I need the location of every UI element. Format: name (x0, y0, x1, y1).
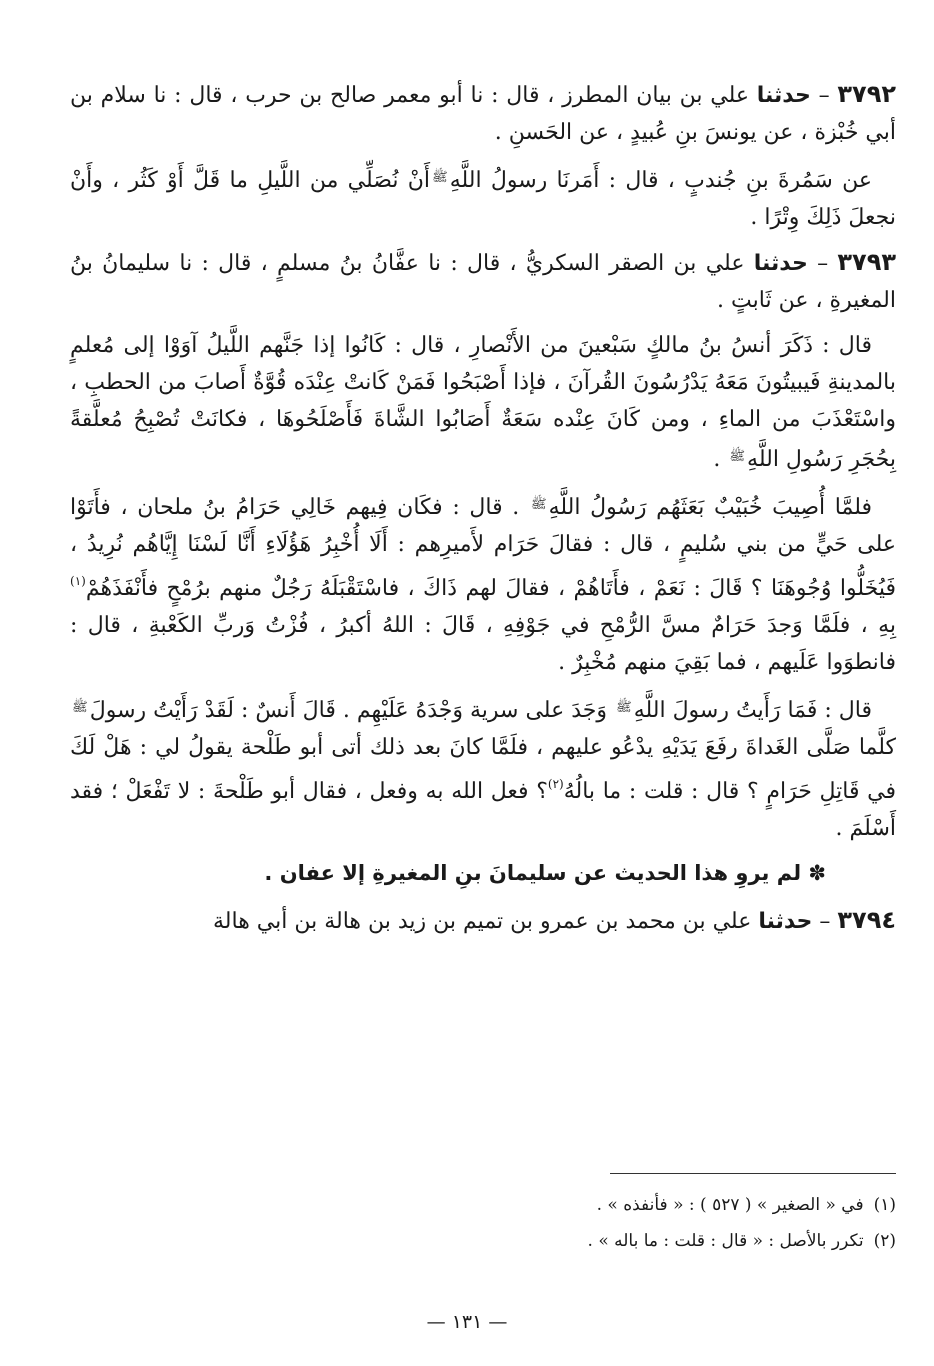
footnote-2 (70, 1223, 896, 1259)
sallallah-glyph: ﷺ (530, 497, 547, 512)
matn-text-end: . (713, 447, 728, 472)
hadith-3792-matn (70, 159, 896, 236)
footnote-divider (610, 1173, 896, 1174)
hadith-3793-matn-1 (70, 327, 896, 478)
footnotes (70, 1187, 896, 1259)
page-number: — ١٣١ — (426, 1311, 508, 1333)
matn-text-a: قال : ذَكَرَ أنسُ بنُ مالكٍ سَبْعينَ من الأَنْصارِ ، قال : كَانُوا إذا جَنَّهم اللَّيلُ آوَوْا إلى مُعلمٍ بالمدينةِ فَيبيتُونَ مَعَهُ يَدْرُسُونَ القُرآنَ ، فإذا أَصْبَحُوا فَمَنْ كَانتْ عِنْدَه قُوَّةٌ أَصابَ من الحطبِ ، واسْتَعْذَبَ من الماءِ ، ومن كَانَ عِنْده سَعَةٌ أَصَابُوا الشَّاةَ فَأَصْلَحُوهَا ، فكانَتْ تُصْبِحُ مُعلَّقةً بِحُجَرِ رَسُولِ اللَّهِ (70, 333, 896, 472)
haddathana-label: حدثنا (756, 83, 811, 108)
footnote-ref-1: (١) (70, 574, 86, 588)
matn-text-c: كلَّما صَلَّى الغَداةَ رفَعَ يَدَيْهِ يدْعُو عليهم ، فلَمَّا كانَ بعد ذلك أتى أبو طَلْحة يقولُ لي : هَلْ لَكَ في قَاتِلِ حَرَامٍ ؟ قال : قلت : ما بالُهُ (70, 735, 896, 804)
hadith-3793-matn-2 (70, 486, 896, 681)
hadith-3793-matn-3 (70, 689, 896, 847)
page-body (70, 76, 896, 948)
footnote-label: (٢) (873, 1231, 896, 1251)
matn-text-a: قال : فَمَا رَأَيتُ رسولَ اللَّهِ (633, 698, 872, 723)
remark-line: ✽ لم يروِ هذا الحديث عن سليمانَ بنِ المغيرةِ إلا عفان . (264, 861, 826, 885)
isnad-text: علي بن بيان المطرز ، قال : نا أبو معمر صالح بن حرب ، قال : نا سلام بن أبي خُبْزة ، عن يونسَ بنِ عُبيدٍ ، عن الحَسنِ . (70, 83, 896, 145)
footnote-1 (70, 1187, 896, 1223)
isnad-text: علي بن محمد بن عمرو بن تميم بن زيد بن هالة بن أبي هالة (213, 909, 759, 934)
footnote-text: تكرر بالأصل : « قال : قلت : ما باله » . (587, 1231, 864, 1251)
isnad-text: علي بن الصقر السكريُّ ، قال : نا عفَّانُ بنُ مسلمٍ ، قال : نا سليمانُ بنُ المغيرةِ ، عن ثَابتٍ . (70, 251, 896, 313)
footnote-label: (١) (873, 1195, 896, 1215)
matn-text-a: عن سَمُرةَ بنِ جُندبٍ ، قال : أَمَرنَا رسولُ اللَّهِ (449, 168, 872, 193)
matn-text-d: ؟ فعل الله به وفعل ، فقال أبو طَلْحةَ : لا تَفْعَلْ ؛ فقد أَسْلَمَ . (70, 779, 896, 841)
footnote-text: في « الصغير » ( ٥٢٧ ) : « فأنفذه » . (596, 1195, 864, 1215)
matn-text-a: فلمَّا أُصِيبَ خُبَيْبٌ بَعَثَهُم رَسُولُ اللَّهِ (548, 495, 872, 520)
hadith-3794-isnad (70, 902, 896, 940)
hadith-number: ٣٧٩٤ (837, 906, 896, 934)
sallallah-glyph: ﷺ (432, 170, 448, 185)
matn-text-b: وَجَدَ على سرية وَجْدَهُ عَلَيْهِم . قَالَ أَنسٌ : لَقَدْ رَأَيْتُ رسولَ (89, 698, 614, 723)
sallallah-glyph: ﷺ (729, 449, 746, 464)
matn-text-c: بِهِ ، فلَمَّا وَجدَ حَرَامٌ مسَّ الرُّمْحِ في جَوْفِهِ ، قَالَ : اللهُ أكبرُ ، فُزْتُ وَربِّ الكَعْبةِ ، قال : فانطوَوا عَلَيهم ، فما بَقِيَ منهم مُخْبِرٌ . (70, 613, 896, 675)
hadith-number: ٣٧٩٣ (837, 248, 896, 276)
sallallah-glyph: ﷺ (615, 700, 632, 715)
matn-text-b: أَنْ نُصَلِّي من اللَّيلِ ما قَلَّ أَوْ كَثُر ، وأَنْ نجعلَ ذَلِكَ وِتْرًا . (70, 168, 896, 230)
matn-text-b: . قال : فكَان فِيهم خَالِي حَرَامُ بنُ ملحان ، فأَتَوْا على حَيٍّ من بني سُليمٍ ، قال : فقالَ حَرَام لأَميرِهم : أَلَا أُخْبِرُ هَؤُلَاءِ أَنَّا لَسْنَا إِيَّاهُم نُرِيدُ ، فَيُخَلُّوا وُجُوهَنَا ؟ قَالَ : نَعَمْ ، فأَتَاهُمْ ، فقالَ لهم ذَاكَ ، فاسْتَقْبَلَهُ رَجُلٌ منهم برُمْحٍ فأَنْفَذَهُمْ (70, 495, 896, 601)
dash: – (807, 251, 838, 276)
dash: – (812, 909, 838, 934)
haddathana-label: حدثنا (753, 251, 808, 276)
hadith-3792-isnad (70, 76, 896, 151)
hadith-number: ٣٧٩٢ (837, 80, 896, 108)
footnote-ref-2: (٢) (547, 777, 564, 791)
dash: – (810, 83, 838, 108)
haddathana-label: حدثنا (758, 909, 813, 934)
hadith-3793-isnad (70, 244, 896, 319)
sallallah-glyph: ﷺ (72, 700, 88, 715)
